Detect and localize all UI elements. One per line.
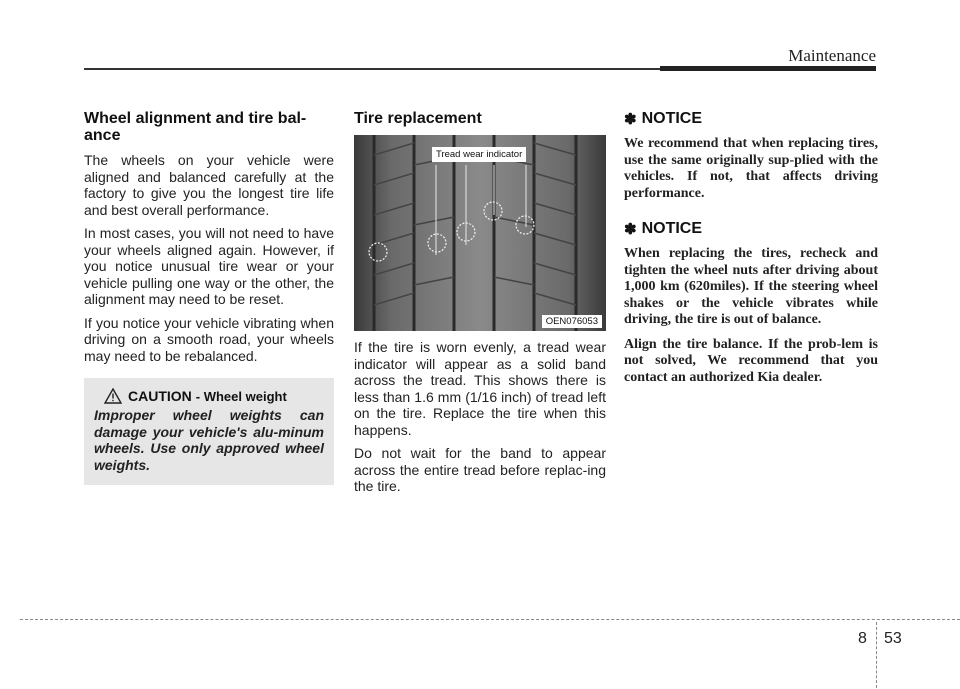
column-wheel-alignment <box>84 110 334 485</box>
notice-star-icon: ✽ <box>624 111 637 128</box>
caution-box <box>84 378 334 485</box>
tire-tread-illustration <box>354 135 606 331</box>
caution-text: Improper wheel weights can damage your vehicle's alu-minum wheels. Use only approved wheel weights. <box>94 407 324 473</box>
notice-text: When replacing the tires, recheck and tighten the wheel nuts after driving about 1,000 km (620miles). If the steering wheel shakes or the vehicle vibrates while driving, the tire is out of balance. <box>624 246 878 327</box>
notice-title <box>624 110 878 128</box>
caution-label: CAUTION <box>128 388 192 404</box>
footer-rule <box>20 619 960 620</box>
header-rule-accent <box>660 66 876 71</box>
notice-label: NOTICE <box>641 220 703 237</box>
heading-tire-replacement: Tire replacement <box>354 110 482 127</box>
notice-block <box>624 110 878 202</box>
heading-wheel-alignment: Wheel alignment and tire bal-ance <box>84 110 307 144</box>
column-tire-replacement <box>354 110 606 502</box>
paragraph: Do not wait for the band to appear across the entire tread before replac-ing the tire. <box>354 445 606 494</box>
figure-callout-label: Tread wear indicator <box>432 147 526 162</box>
paragraph: The wheels on your vehicle were aligned and balanced carefully at the factory to give you the longest tire life and best overall performance. <box>84 152 334 218</box>
notice-label: NOTICE <box>641 110 703 127</box>
notice-text: Align the tire balance. If the prob-lem is not solved, We recommend that you contact an authorized Kia dealer. <box>624 336 878 385</box>
section-title: Maintenance <box>788 46 876 65</box>
page-number: 53 <box>884 630 902 647</box>
tire-tread-figure <box>354 135 606 331</box>
notice-star-icon: ✽ <box>624 221 637 238</box>
caution-sublabel: - Wheel weight <box>195 388 287 404</box>
paragraph: If you notice your vehicle vibrating when driving on a smooth road, your wheels may need to be rebalanced. <box>84 314 334 364</box>
paragraph: If the tire is worn evenly, a tread wear indicator will appear as a solid band across the tread. This shows there is less than 1.6 mm (1/16 inch) of tread left on the tire. Replace the tire when this happens. <box>354 339 606 438</box>
footer-divider <box>876 622 877 688</box>
paragraph: In most cases, you will not need to have your wheels aligned again. However, if you notice unusual tire wear or your vehicle pulling one way or the other, the alignment may need to be reset. <box>84 225 334 307</box>
caution-header <box>104 388 324 404</box>
notice-block <box>624 220 878 386</box>
column-notices <box>624 110 878 394</box>
notice-text: We recommend that when replacing tires, use the same originally sup-plied with the vehicles. If not, that affects driving performance. <box>624 136 878 201</box>
figure-code: OEN076053 <box>542 315 602 328</box>
warning-triangle-icon <box>104 388 122 404</box>
notice-title <box>624 220 878 238</box>
chapter-number: 8 <box>858 630 867 647</box>
